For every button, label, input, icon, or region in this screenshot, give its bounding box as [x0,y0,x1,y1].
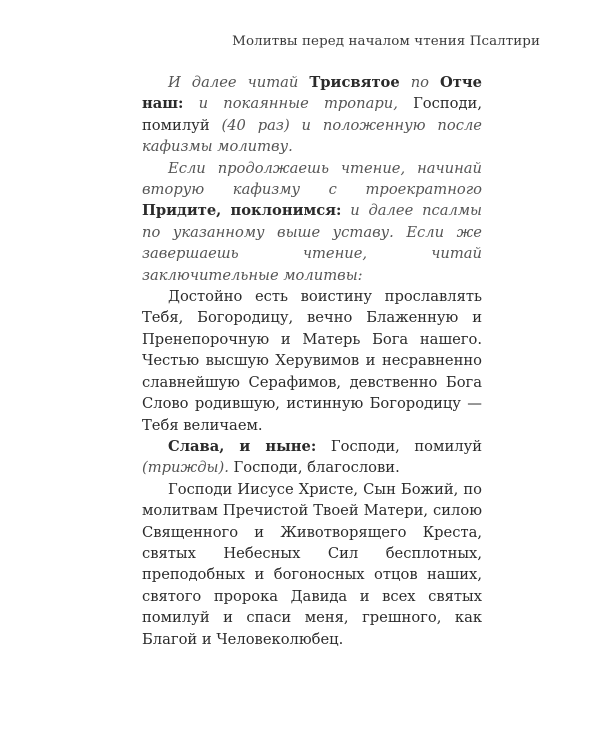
paragraph-dismissal-prayer [142,479,482,650]
prayer-text: Достойно есть воистину прославлять Тебя, Богородицу, вечно Блаженную и Пренепорочную и Матерь Бога нашего. Честью высшую Херувимов и несравненно славнейшую Серафимов, девственно Бога Слово родившую, истинную Богородицу — Тебя величаем. [142,288,482,434]
prayer-text: Господи Иисусе Христе, Сын Божий, по молитвам Пречистой Твоей Матери, силою Священного и Животворящего Креста, святых Небесных Сил бесплотных, преподобных и богоносных отцов наших, святого пророка Давида и всех святых помилуй и спаси меня, грешного, как Благой и Человеколюбец. [142,480,482,648]
rubric-text: (трижды). [142,459,229,477]
paragraph-slava-i-nyne [142,436,482,479]
prayer-text: Господи, помилуй [316,437,483,455]
prayer-text: Господи, благослови. [228,459,400,477]
rubric-text: Если продолжаешь чтение, начинай вторую кафизму с троекратного [142,159,482,199]
rubric-text: (40 раз) и положенную после кафизмы молитву. [142,116,482,156]
prayer-text: Господи, помилуй [142,95,482,134]
prayer-title: Придите, поклонимся: [142,202,342,220]
rubric-text: по [399,74,441,91]
body-text [142,72,482,650]
paragraph-rubric-trisagion [142,72,482,158]
prayer-title: Отче наш: [142,74,483,113]
rubric-text: и далее псалмы по указанному выше уставу. Если же завершаешь чтение, читай заключительные молитвы: [142,202,483,284]
rubric-text: И далее читай [168,74,310,91]
paragraph-dostoino-est [142,286,482,436]
prayer-title: Слава, и ныне: [168,437,317,455]
paragraph-rubric-continue [142,158,482,286]
rubric-text: и покаянные тропари, [183,95,414,113]
prayer-title: Трисвятое [309,74,400,91]
running-head: Молитвы перед началом чтения Псалтири [232,34,540,49]
